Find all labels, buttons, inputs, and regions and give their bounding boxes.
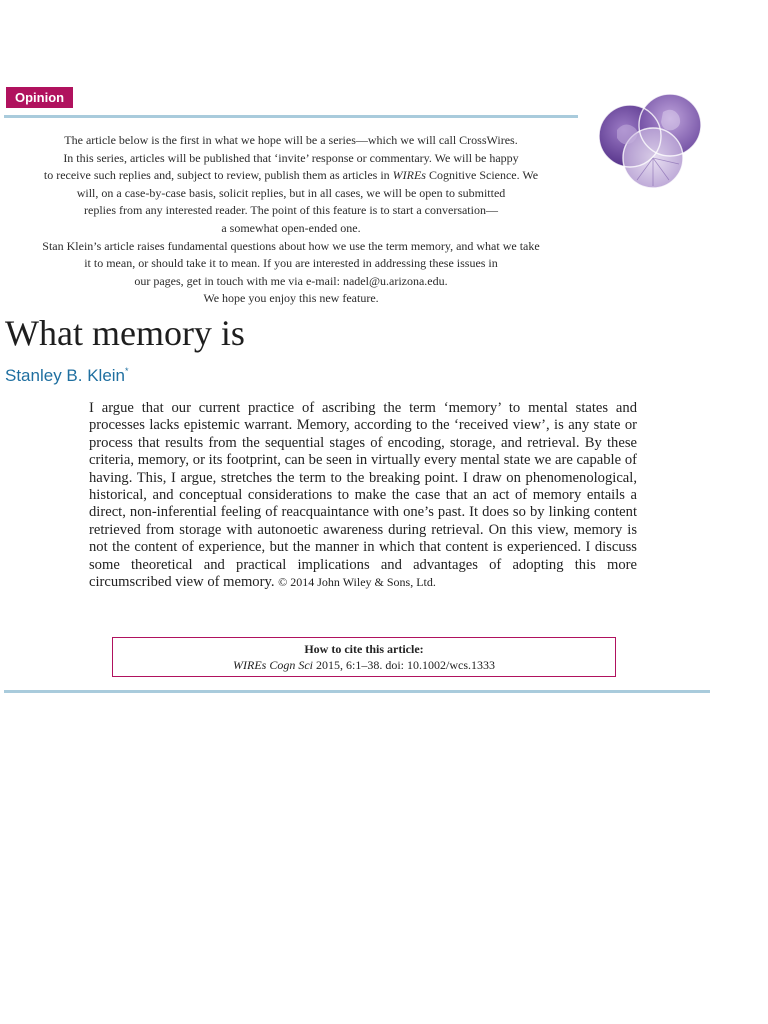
top-divider: [4, 115, 578, 118]
intro-line: Stan Klein’s article raises fundamental questions about how we use the term memory, and what we take: [42, 238, 540, 253]
intro-line: it to mean, or should take it to mean. If you are interested in addressing these issues in: [84, 256, 498, 271]
citation-box: [112, 637, 616, 677]
author-name[interactable]: Stanley B. Klein*: [5, 366, 129, 385]
section-badge: Opinion: [6, 87, 73, 108]
citation-journal: WIREs Cogn Sci: [233, 658, 313, 672]
intro-line: In this series, articles will be published that ‘invite’ response or commentary. We will be happy: [63, 150, 519, 165]
editor-intro: [4, 132, 578, 308]
abstract-text: I argue that our current practice of ascribing the term ‘memory’ to mental states and processes lacks epistemic warrant. Memory, according to the ‘received view’, is any state or process that results from the sequential stages of encoding, storage, and retrieval. By these criteria, memory, or its footprint, can be seen in virtually every mental state we are capable of having. This, I argue, stretches the term to the breaking point. I draw on phenomenological, historical, and conceptual considerations to make the case that an act of memory entails a direct, non-inferential feeling of reacquaintance with one’s past. It does so by linking content retrieved from storage with autonoetic awareness during retrieval. On this view, memory is not the content of experience, but the manner in which that content is experienced. I discuss some theoretical and practical implications and advantages of adopting this more circumscribed view of memory.: [89, 400, 637, 591]
intro-line: to receive such replies and, subject to review, publish them as articles in WIREs Cognitive Science. We: [43, 168, 539, 183]
intro-line: our pages, get in touch with me via e-mail: nadel@u.arizona.edu.: [134, 273, 448, 288]
intro-line: a somewhat open-ended one.: [221, 220, 361, 235]
intro-line: We hope you enjoy this new feature.: [203, 291, 379, 306]
author-footnote-mark: *: [125, 366, 129, 376]
citation-text: [113, 657, 615, 673]
journal-name: WIREs: [392, 168, 426, 183]
citation-heading: How to cite this article:: [304, 642, 424, 656]
bottom-divider: [4, 690, 710, 693]
wires-journal-logo-icon: [597, 90, 703, 192]
intro-line: replies from any interested reader. The point of this feature is to start a conversation—: [84, 203, 498, 218]
citation-details: 2015, 6:1–38. doi: 10.1002/wcs.1333: [313, 658, 495, 672]
copyright-notice: © 2014 John Wiley & Sons, Ltd.: [278, 575, 436, 590]
intro-line: will, on a case-by-case basis, solicit replies, but in all cases, we will be open to submitted: [76, 185, 506, 200]
intro-line: The article below is the first in what we hope will be a series—which we will call CrossWires.: [64, 133, 518, 147]
abstract: [89, 400, 637, 591]
article-title: What memory is: [5, 313, 245, 353]
